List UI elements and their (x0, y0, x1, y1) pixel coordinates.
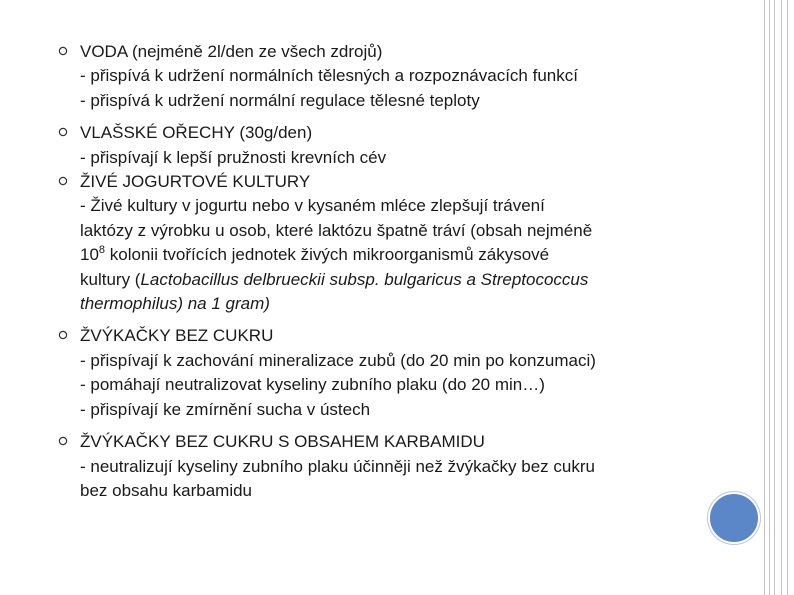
frame-line (781, 0, 782, 595)
bullet-line-culture (80, 268, 698, 292)
bullet-item-yogurt-cultures (58, 170, 698, 316)
bullet-line: - pomáhají neutralizovat kyseliny zubního plaku (do 20 min…) (80, 375, 545, 395)
bullet-line-culture-cont (80, 292, 698, 316)
bullet-item-carbamide-gum (58, 430, 698, 503)
frame-line (787, 0, 788, 595)
bullet-item-sugarfree-gum (58, 324, 698, 422)
circle-outline-bullet-icon (58, 127, 68, 137)
bullet-line: - neutralizují kyseliny zubního plaku účinněji než žvýkačky bez cukru (80, 456, 595, 476)
culture-suffix: ) na 1 gram) (177, 294, 270, 314)
bullet-line: - přispívá k udržení normální regulace tělesné teploty (80, 90, 480, 110)
bullet-line: bez obsahu karbamidu (80, 480, 253, 500)
frame-line (764, 0, 765, 595)
bullet-line: - přispívají ke zmírnění sucha v ústech (80, 399, 371, 419)
bullet-line: laktózy z výrobku u osob, které laktózu špatně tráví (obsah nejméně (80, 220, 593, 240)
count-exponent: 8 (98, 243, 106, 256)
bullet-item-water (58, 40, 698, 113)
bullet-heading: ŽVÝKAČKY BEZ CUKRU S OBSAHEM KARBAMIDU (80, 432, 485, 452)
frame-line (769, 0, 770, 595)
circle-outline-bullet-icon (58, 176, 68, 186)
bullet-line-colony-count (80, 243, 698, 267)
circle-outline-bullet-icon (58, 46, 68, 56)
frame-line (774, 0, 775, 595)
slide-content (58, 40, 698, 503)
bullet-heading: VLAŠSKÉ OŘECHY (30g/den) (80, 123, 313, 143)
bullet-heading: VODA (nejméně 2l/den ze všech zdrojů) (80, 42, 383, 61)
bullet-heading: ŽIVÉ JOGURTOVÉ KULTURY (80, 172, 311, 192)
culture-species-cont: thermophilus (80, 294, 178, 314)
circle-outline-bullet-icon (58, 330, 68, 340)
culture-species: Lactobacillus delbrueckii subsp. bulgaricus a Streptococcus (140, 269, 589, 289)
circle-outline-bullet-icon (58, 436, 68, 446)
bullet-line: - přispívají k lepší pružnosti krevních cév (80, 147, 387, 167)
count-rest: kolonii tvořících jednotek živých mikroorganismů zákysové (105, 245, 550, 265)
bullet-line: - přispívá k udržení normálních tělesných a rozpoznávacích funkcí (80, 66, 578, 86)
bullet-item-walnuts (58, 121, 698, 170)
culture-prefix: kultury ( (80, 269, 141, 289)
bullet-line: - Živé kultury v jogurtu nebo v kysaném mléce zlepšují trávení (80, 196, 545, 216)
bullet-heading: ŽVÝKAČKY BEZ CUKRU (80, 326, 274, 346)
count-base: 10 (80, 245, 99, 265)
blue-circle-decoration (708, 492, 760, 544)
bullet-line: - přispívají k zachování mineralizace zubů (do 20 min po konzumaci) (80, 350, 596, 370)
